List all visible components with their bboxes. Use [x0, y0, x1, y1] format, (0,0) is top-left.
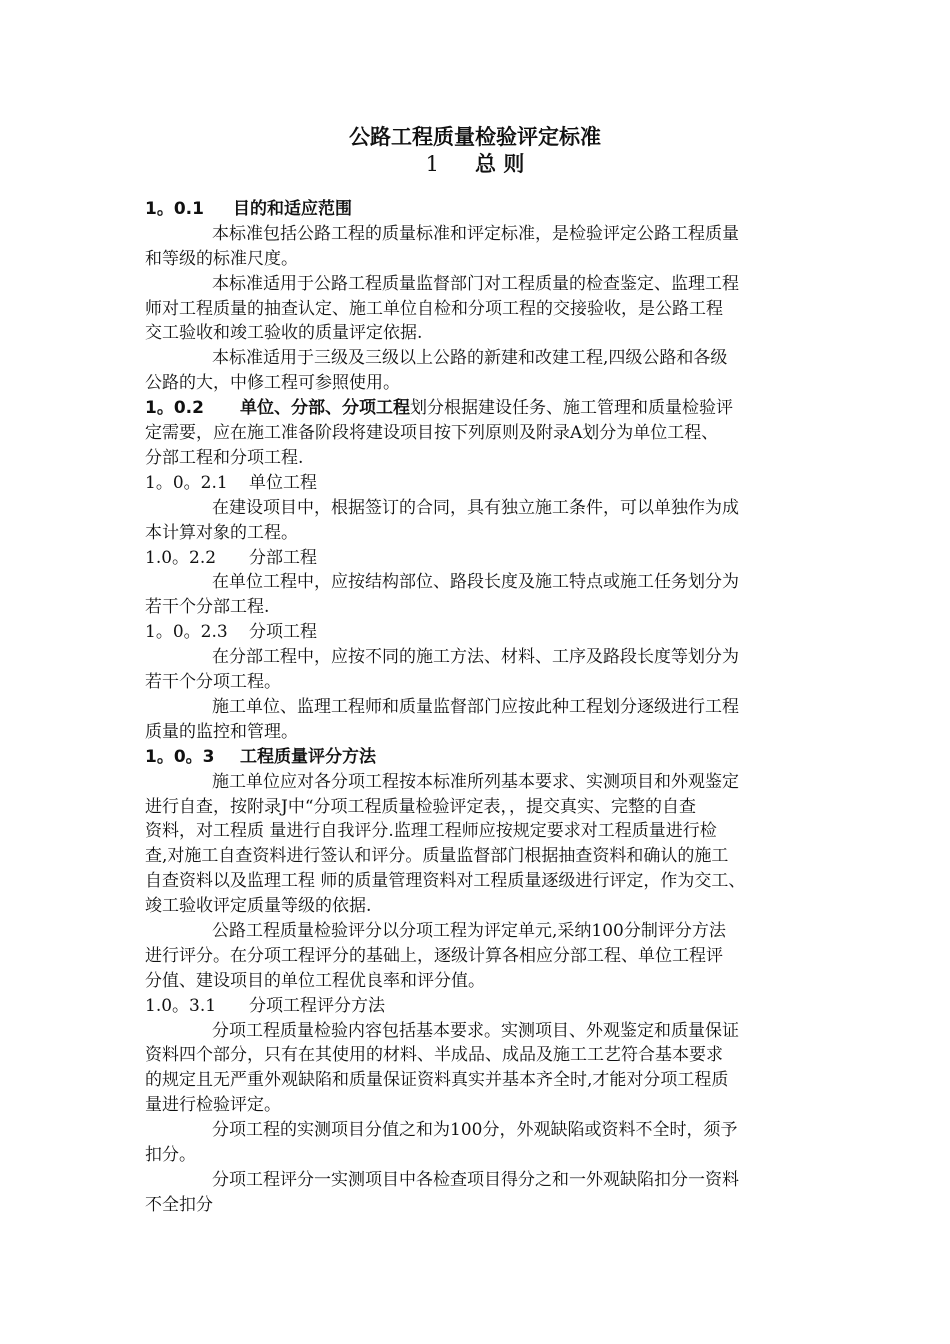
section-heading-1-0-2: 1。0.2 单位、分部、分项工程划分根据建设任务、施工管理和质量检验评 — [145, 398, 733, 418]
paragraph-line: 施工单位应对各分项工程按本标准所列基本要求、实测项目和外观鉴定 — [212, 772, 739, 792]
section-heading-1-0-3: 1。0。3 工程质量评分方法 — [145, 747, 376, 767]
paragraph-line: 若干个分项工程。 — [145, 672, 281, 692]
paragraph-line: 师对工程质量的抽查认定、施工单位自检和分项工程的交接验收，是公路工程 — [145, 299, 723, 319]
paragraph-line: 若干个分部工程. — [145, 597, 270, 617]
paragraph-line: 交工验收和竣工验收的质量评定依据. — [145, 323, 423, 343]
chapter-name: 总 则 — [475, 152, 525, 176]
paragraph-line: 资料四个部分，只有在其使用的材料、半成品、成品及施工工艺符合基本要求 — [145, 1045, 723, 1065]
paragraph-line: 施工单位、监理工程师和质量监督部门应按此种工程划分逐级进行工程 — [212, 697, 739, 717]
paragraph-line: 本标准包括公路工程的质量标准和评定标准，是检验评定公路工程质量 — [212, 224, 739, 244]
paragraph-line: 自查资料以及监理工程 师的质量管理资料对工程质量逐级进行评定，作为交工、 — [145, 871, 746, 891]
paragraph-line: 本标准适用于公路工程质量监督部门对工程质量的检查鉴定、监理工程 — [212, 274, 739, 294]
chapter-heading — [0, 151, 950, 177]
paragraph-line: 质量的监控和管理。 — [145, 722, 298, 742]
document-title: 公路工程质量检验评定标准 — [349, 125, 601, 149]
paragraph-line: 不全扣分 — [145, 1195, 213, 1215]
section-heading-1-0-1: 1。0.1 目的和适应范围 — [145, 199, 352, 219]
paragraph-line: 资料，对工程质 量进行自我评分.监理工程师应按规定要求对工程质量进行检 — [145, 821, 717, 841]
paragraph-line: 分项工程评分一实测项目中各检查项目得分之和一外观缺陷扣分一资料 — [212, 1170, 739, 1190]
subsection-heading-1-0-2-2: 1.0。2.2 分部工程 — [145, 548, 317, 568]
paragraph-line: 定需要，应在施工准备阶段将建设项目按下列原则及附录A划分为单位工程、 — [145, 423, 719, 443]
paragraph-line: 在单位工程中，应按结构部位、路段长度及施工特点或施工任务划分为 — [212, 572, 739, 592]
paragraph-line: 公路的大，中修工程可参照使用。 — [145, 373, 400, 393]
paragraph-line: 竣工验收评定质量等级的依据. — [145, 896, 372, 916]
paragraph-line: 进行自查，按附录J中“分项工程质量检验评定表，，提交真实、完整的自查 — [145, 797, 697, 817]
paragraph-line: 分部工程和分项工程. — [145, 448, 304, 468]
chapter-number: 1 — [425, 152, 440, 176]
paragraph-line: 在建设项目中，根据签订的合同，具有独立施工条件，可以单独作为成 — [212, 498, 739, 518]
paragraph-line: 的规定且无严重外观缺陷和质量保证资料真实并基本齐全时,才能对分项工程质 — [145, 1070, 729, 1090]
paragraph-line: 扣分。 — [145, 1145, 196, 1165]
paragraph-line: 分项工程质量检验内容包括基本要求。实测项目、外观鉴定和质量保证 — [212, 1021, 739, 1041]
paragraph-line: 查,对施工自查资料进行签认和评分。质量监督部门根据抽查资料和确认的施工 — [145, 846, 729, 866]
paragraph-line: 本计算对象的工程。 — [145, 523, 298, 543]
subsection-heading-1-0-2-1: 1。0。2.1 单位工程 — [145, 473, 317, 493]
paragraph-line: 分值、建设项目的单位工程优良率和评分值。 — [145, 971, 485, 991]
paragraph-line: 公路工程质量检验评分以分项工程为评定单元,采纳100分制评分方法 — [212, 921, 726, 941]
paragraph-line: 在分部工程中，应按不同的施工方法、材料、工序及路段长度等划分为 — [212, 647, 739, 667]
paragraph-line: 和等级的标准尺度。 — [145, 249, 298, 269]
paragraph-line: 进行评分。在分项工程评分的基础上，逐级计算各相应分部工程、单位工程评 — [145, 946, 723, 966]
paragraph-line: 量进行检验评定。 — [145, 1095, 281, 1115]
subsection-heading-1-0-2-3: 1。0。2.3 分项工程 — [145, 622, 317, 642]
paragraph-line: 分项工程的实测项目分值之和为100分，外观缺陷或资料不全时，须予 — [212, 1120, 738, 1140]
subsection-heading-1-0-3-1: 1.0。3.1 分项工程评分方法 — [145, 996, 385, 1016]
paragraph-line: 本标准适用于三级及三级以上公路的新建和改建工程,四级公路和各级 — [212, 348, 728, 368]
